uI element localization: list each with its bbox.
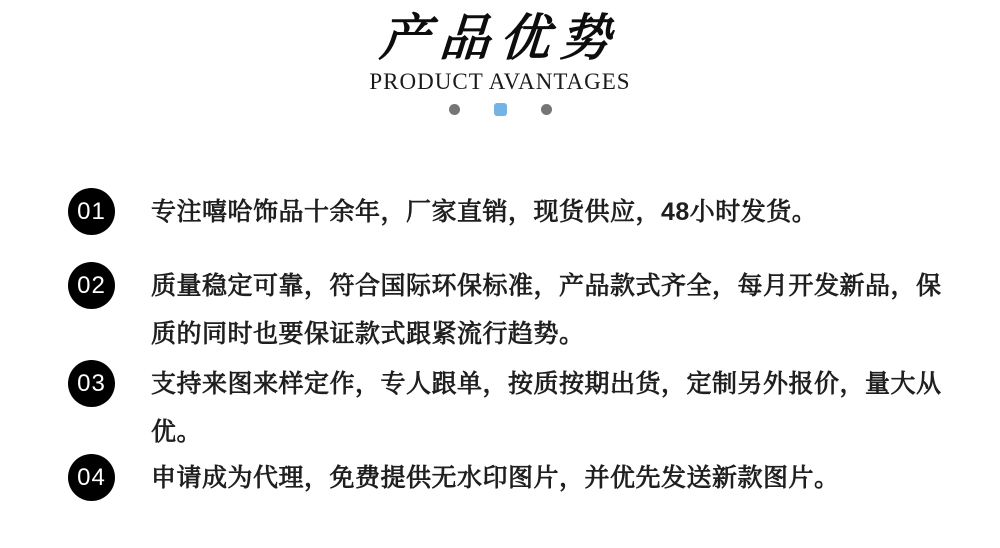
- advantage-text: 专注嘻哈饰品十余年，厂家直销，现货供应，48小时发货。: [151, 198, 818, 226]
- advantage-text: 申请成为代理，免费提供无水印图片，并优先发送新款图片。: [151, 464, 840, 492]
- section-title-english: PRODUCT AVANTAGES: [369, 69, 631, 94]
- advantage-text: 支持来图来样定作，专人跟单，按质按期出货，定制另外报价，量大从优。: [151, 370, 942, 446]
- gray-dot-icon: [449, 104, 460, 115]
- advantage-text: 质量稳定可靠，符合国际环保标准，产品款式齐全，每月开发新品，保质的同时也要保证款式跟紧流行趋势。: [151, 272, 942, 348]
- number-badge: 01: [68, 188, 115, 235]
- section-header: [0, 8, 1000, 116]
- advantage-item: [68, 188, 957, 236]
- number-badge: 04: [68, 454, 115, 501]
- blue-square-icon: [494, 103, 507, 116]
- number-badge: 02: [68, 262, 115, 309]
- advantage-item: [68, 454, 957, 502]
- number-badge: 03: [68, 360, 115, 407]
- section-title-chinese: 产品优势: [377, 8, 623, 67]
- advantage-item: [68, 360, 957, 456]
- divider-dots: [0, 102, 1000, 116]
- gray-dot-icon: [541, 104, 552, 115]
- advantage-item: [68, 262, 957, 358]
